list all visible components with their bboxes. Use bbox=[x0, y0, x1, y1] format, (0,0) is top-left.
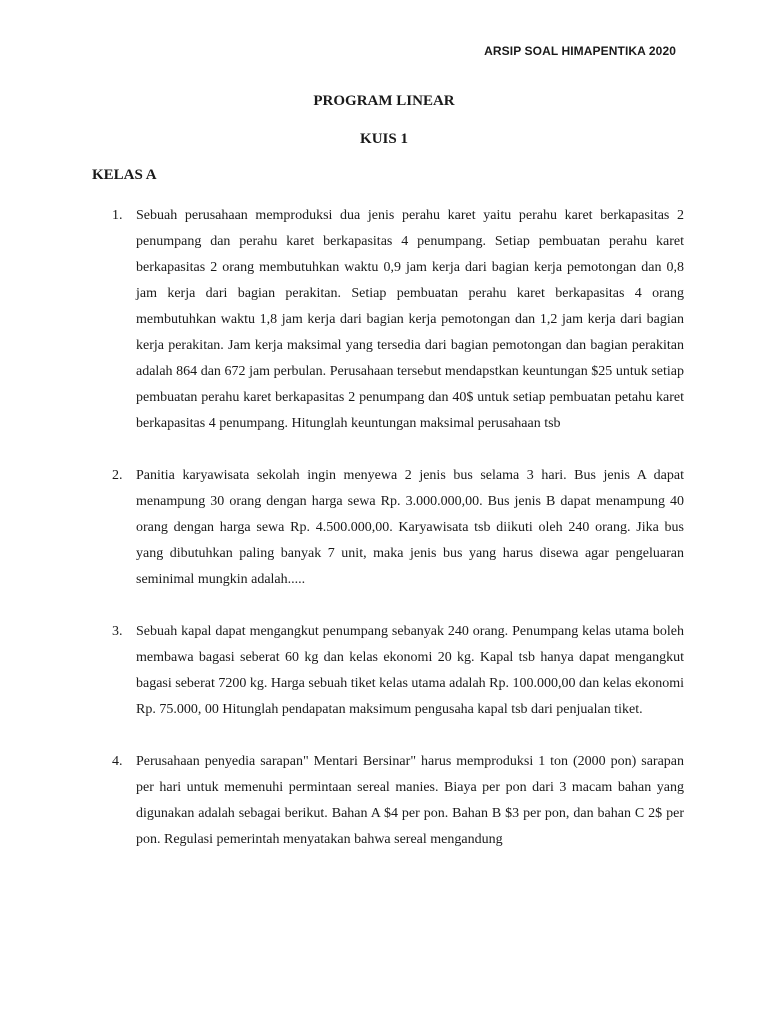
question-item bbox=[92, 749, 684, 853]
document-title: PROGRAM LINEAR bbox=[313, 93, 455, 109]
question-list bbox=[92, 203, 684, 879]
question-text: Perusahaan penyedia sarapan" Mentari Bersinar" harus memproduksi 1 ton (2000 pon) sarapan per hari untuk memenuhi permintaan sereal manies. Biaya per pon dari 3 macam bahan yang digunakan adalah sebagai berikut. Bahan A $4 per pon. Bahan B $3 per pon, dan bahan C 2$ per pon. Regulasi pemerintah menyatakan bahwa sereal mengandung bbox=[136, 754, 684, 847]
question-text: Panitia karyawisata sekolah ingin menyewa 2 jenis bus selama 3 hari. Bus jenis A dapat menampung 30 orang dengan harga sewa Rp. 3.000.000,00. Bus jenis B dapat menampung 40 orang dengan harga sewa Rp. 4.500.000,00. Karyawisata tsb diikuti oleh 240 orang. Jika bus yang dibutuhkan paling banyak 7 unit, maka jenis bus yang harus disewa agar pengeluaran seminimal mungkin adalah..... bbox=[136, 468, 684, 587]
section-heading: KELAS A bbox=[92, 167, 157, 183]
question-item bbox=[92, 203, 684, 437]
question-number: 3. bbox=[112, 624, 123, 639]
question-item bbox=[92, 463, 684, 593]
question-text: Sebuah perusahaan memproduksi dua jenis perahu karet yaitu perahu karet berkapasitas 2 penumpang dan perahu karet berkapasitas 4 penumpang. Setiap pembuatan perahu karet berkapasitas 2 orang membutuhkan waktu 0,9 jam kerja dari bagian kerja pemotongan dan 0,8 jam kerja dari bagian perakitan. Setiap pembuatan perahu karet berkapasitas 4 orang membutuhkan waktu 1,8 jam kerja dari bagian kerja pemotongan dan 1,2 jam kerja dari bagian kerja perakitan. Jam kerja maksimal yang tersedia dari bagian pemotongan dan bagian perakitan adalah 864 dan 672 jam perbulan. Perusahaan tersebut mendapstkan keuntungan $25 untuk setiap pembuatan perahu karet berkapasitas 2 penumpang dan 40$ untuk setiap pembuatan petahu karet berkapasitas 4 penumpang. Hitunglah keuntungan maksimal perusahaan tsb bbox=[136, 208, 684, 431]
archive-header: ARSIP SOAL HIMAPENTIKA 2020 bbox=[484, 44, 676, 58]
question-item bbox=[92, 619, 684, 723]
question-number: 4. bbox=[112, 754, 123, 769]
quiz-subtitle: KUIS 1 bbox=[360, 131, 408, 147]
question-number: 1. bbox=[112, 208, 123, 223]
question-text: Sebuah kapal dapat mengangkut penumpang sebanyak 240 orang. Penumpang kelas utama boleh membawa bagasi seberat 60 kg dan kelas ekonomi 20 kg. Kapal tsb hanya dapat mengangkut bagasi seberat 7200 kg. Harga sebuah tiket kelas utama adalah Rp. 100.000,00 dan kelas ekonomi Rp. 75.000, 00 Hitunglah pendapatan maksimum pengusaha kapal tsb dari penjualan tiket. bbox=[136, 624, 684, 717]
question-number: 2. bbox=[112, 468, 123, 483]
